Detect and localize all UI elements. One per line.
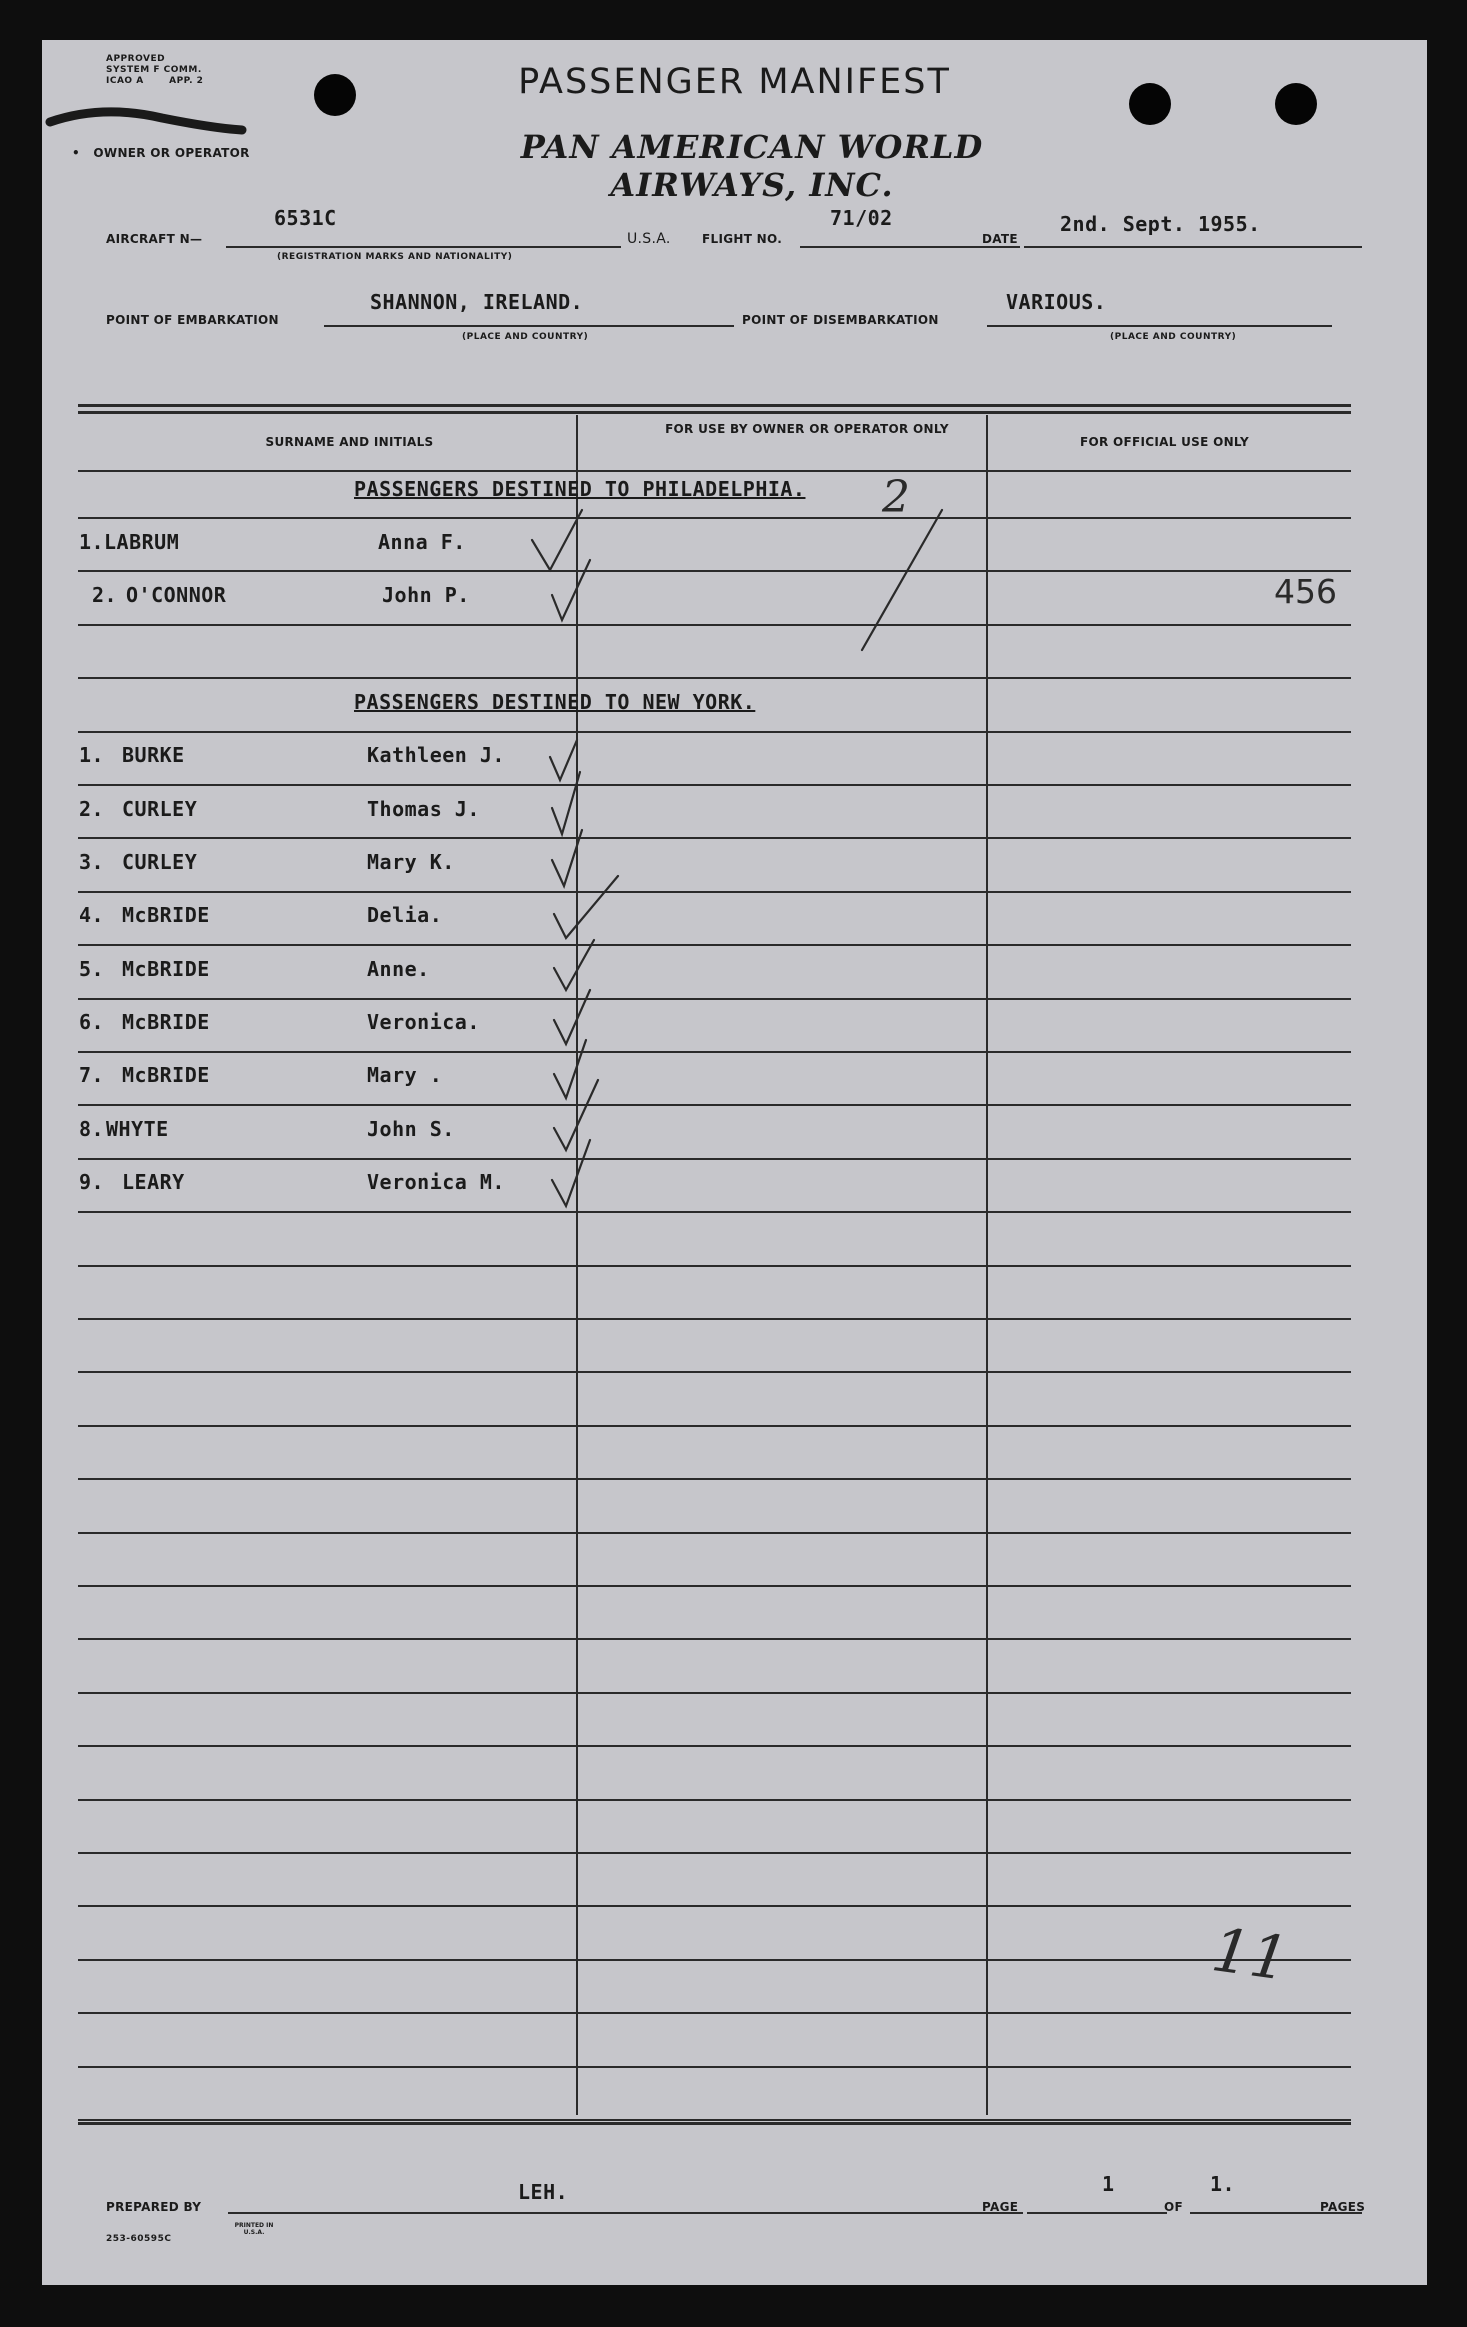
flight-value: 71/02: [830, 206, 893, 230]
passenger-surname: McBRIDE: [122, 1010, 210, 1034]
prepared-label: PREPARED BY: [106, 2200, 202, 2214]
registration-note: (REGISTRATION MARKS AND NATIONALITY): [277, 252, 513, 262]
passenger-number: 5.: [79, 957, 105, 981]
page-underline: [1027, 2212, 1167, 2214]
passenger-number: 2.: [92, 583, 118, 607]
passenger-given: Thomas J.: [367, 797, 480, 821]
col-header-surname: SURNAME AND INITIALS: [265, 435, 434, 449]
passenger-surname: BURKE: [122, 743, 185, 767]
disembark-label: POINT OF DISEMBARKATION: [742, 313, 939, 327]
passenger-surname: CURLEY: [122, 797, 198, 821]
col-header-official: FOR OFFICIAL USE ONLY: [1079, 435, 1250, 449]
embark-label: POINT OF EMBARKATION: [106, 313, 279, 327]
passenger-number: 7.: [79, 1063, 105, 1087]
manifest-sheet: [42, 40, 1427, 2285]
of-value: 1.: [1210, 2172, 1236, 2196]
passenger-given: Anne.: [367, 957, 430, 981]
embark-place-note: (PLACE AND COUNTRY): [462, 332, 589, 342]
passenger-surname: McBRIDE: [122, 957, 210, 981]
manifest-title: PASSENGER MANIFEST: [518, 62, 951, 102]
official-number: 456: [1274, 572, 1337, 611]
prepared-value: LEH.: [518, 2180, 569, 2204]
table-bottom-rule: [78, 2122, 1351, 2125]
approval-block: APPROVED SYSTEM F COMM. ICAO A APP. 2: [106, 54, 204, 86]
group-heading-new-york: PASSENGERS DESTINED TO NEW YORK.: [354, 690, 756, 714]
passenger-surname: CURLEY: [122, 850, 198, 874]
operator-name: PAN AMERICAN WORLD AIRWAYS, INC.: [520, 128, 984, 204]
handwritten-tally: 11: [1207, 1915, 1293, 1995]
date-label: DATE: [982, 232, 1018, 246]
prepared-underline: [228, 2212, 1023, 2214]
passenger-number: 6.: [79, 1010, 105, 1034]
owner-label: • OWNER OR OPERATOR: [72, 146, 250, 160]
passenger-given: Veronica.: [367, 1010, 480, 1034]
passenger-surname: LEARY: [122, 1170, 185, 1194]
printed-mark: PRINTED IN U.S.A.: [234, 2222, 274, 2236]
page-label: PAGE: [982, 2200, 1019, 2214]
passenger-surname: McBRIDE: [122, 903, 210, 927]
handwritten-count: 2: [882, 472, 910, 523]
passenger-given: Veronica M.: [367, 1170, 505, 1194]
passenger-surname: O'CONNOR: [126, 583, 227, 607]
page-value: 1: [1102, 2172, 1115, 2196]
passenger-given: Delia.: [367, 903, 443, 927]
nationality: U.S.A.: [627, 231, 671, 247]
passenger-given: John S.: [367, 1117, 455, 1141]
embark-value: SHANNON, IRELAND.: [370, 290, 584, 314]
passenger-number: 3.: [79, 850, 105, 874]
disembark-value: VARIOUS.: [1006, 290, 1107, 314]
passenger-number: 9.: [79, 1170, 105, 1194]
date-value: 2nd. Sept. 1955.: [1060, 212, 1261, 236]
group-heading-philadelphia: PASSENGERS DESTINED TO PHILADELPHIA.: [354, 477, 806, 501]
passenger-number: 1.: [79, 743, 105, 767]
passenger-given: Mary .: [367, 1063, 443, 1087]
disembark-place-note: (PLACE AND COUNTRY): [1110, 332, 1237, 342]
flight-label: FLIGHT NO.: [702, 232, 783, 246]
passenger-given: Anna F.: [378, 530, 466, 554]
of-label: OF: [1164, 2200, 1183, 2214]
col-header-owner: FOR USE BY OWNER OR OPERATOR ONLY: [665, 422, 949, 436]
passenger-number: 2.: [79, 797, 105, 821]
passenger-surname: McBRIDE: [122, 1063, 210, 1087]
passenger-given: Mary K.: [367, 850, 455, 874]
passenger-given: Kathleen J.: [367, 743, 505, 767]
passenger-number: 1.: [79, 530, 105, 554]
passenger-given: John P.: [382, 583, 470, 607]
form-code: 253-60595C: [106, 2234, 172, 2244]
aircraft-label: AIRCRAFT N—: [106, 232, 203, 246]
passenger-number: 8.: [79, 1117, 105, 1141]
passenger-number: 4.: [79, 903, 105, 927]
passenger-surname: WHYTE: [106, 1117, 169, 1141]
passenger-surname: LABRUM: [104, 530, 180, 554]
pages-label: PAGES: [1320, 2200, 1366, 2214]
aircraft-value: 6531C: [274, 206, 337, 230]
